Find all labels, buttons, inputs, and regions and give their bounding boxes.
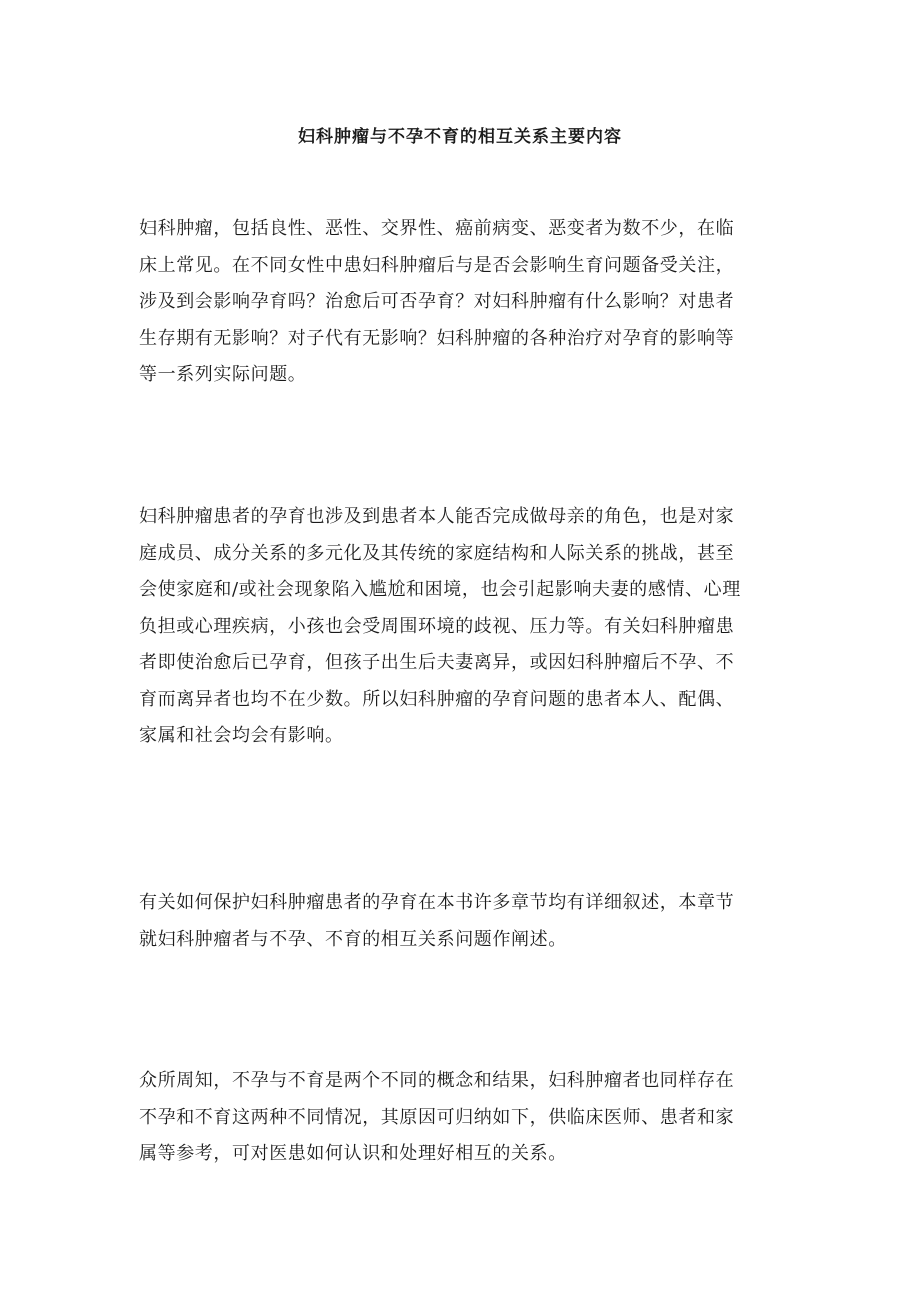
- paragraph-4: [139, 1063, 785, 1173]
- paragraph-line: 家属和社会均会有影响。: [139, 725, 344, 746]
- paragraph-line: 众所周知，不孕与不育是两个不同的概念和结果，妇科肿瘤者也同样存在: [139, 1070, 735, 1091]
- paragraph-line: 庭成员、成分关系的多元化及其传统的家庭结构和人际关系的挑战，甚至: [139, 542, 735, 564]
- paragraph-line: 不孕和不育这两种不同情况，其原因可归纳如下，供临床医师、患者和家: [139, 1106, 735, 1128]
- paragraph-3: [139, 885, 785, 958]
- paragraph-line: 床上常见。在不同女性中患妇科肿瘤后与是否会影响生育问题备受关注，: [139, 254, 735, 276]
- paragraph-line: 妇科肿瘤患者的孕育也涉及到患者本人能否完成做母亲的角色，也是对家: [139, 506, 735, 527]
- document-title: 妇科肿瘤与不孕不育的相互关系主要内容: [298, 127, 622, 147]
- paragraph-2: [139, 499, 785, 755]
- paragraph-line: 属等参考，可对医患如何认识和处理好相互的关系。: [139, 1143, 567, 1164]
- paragraph-line: 涉及到会影响孕育吗？治愈后可否孕育？对妇科肿瘤有什么影响？对患者: [139, 291, 735, 312]
- paragraph-1: [139, 211, 785, 394]
- paragraph-line: 会使家庭和/或社会现象陷入尴尬和困境，也会引起影响夫妻的感情、心理: [139, 579, 741, 600]
- paragraph-line: 就妇科肿瘤者与不孕、不育的相互关系问题作阐述。: [139, 928, 567, 950]
- paragraph-line: 育而离异者也均不在少数。所以妇科肿瘤的孕育问题的患者本人、配偶、: [139, 688, 735, 710]
- paragraph-line: 妇科肿瘤，包括良性、恶性、交界性、癌前病变、恶变者为数不少，在临: [139, 218, 735, 239]
- paragraph-line: 者即使治愈后已孕育，但孩子出生后夫妻离异，或因妇科肿瘤后不孕、不: [139, 652, 735, 673]
- paragraph-line: 有关如何保护妇科肿瘤患者的孕育在本书许多章节均有详细叙述，本章节: [139, 892, 735, 913]
- paragraph-line: 等一系列实际问题。: [139, 364, 307, 385]
- paragraph-line: 生存期有无影响？对子代有无影响？妇科肿瘤的各种治疗对孕育的影响等: [139, 327, 735, 349]
- paragraph-line: 负担或心理疾病，小孩也会受周围环境的歧视、压力等。有关妇科肿瘤患: [139, 615, 735, 637]
